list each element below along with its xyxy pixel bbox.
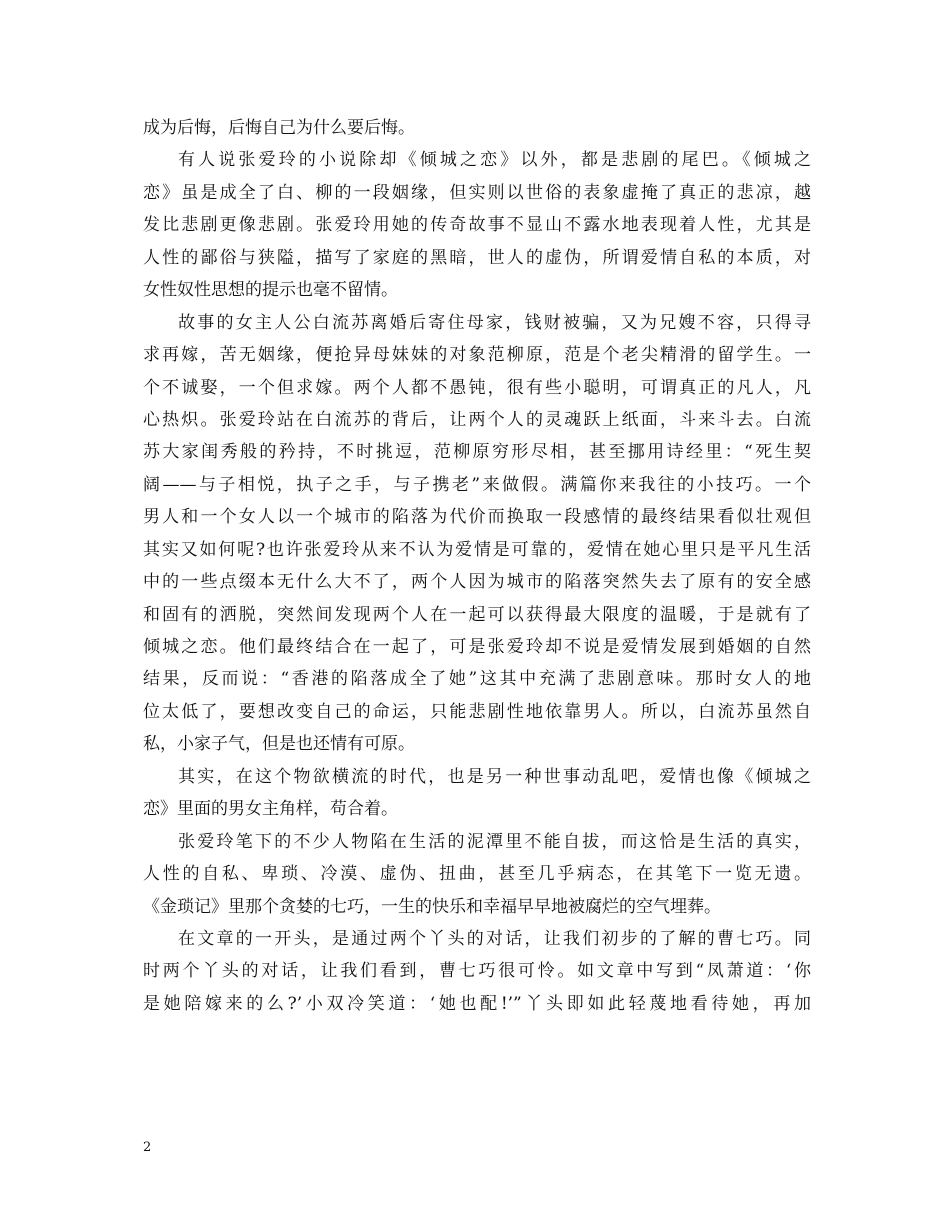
text-line: 其实，在这个物欲横流的时代，也是另一种世事动乱吧，爱情也像《倾城之 xyxy=(178,766,811,787)
text-line: 女性奴性思想的提示也毫不留情。 xyxy=(143,280,398,301)
text-line: 成为后悔，后悔自己为什么要后悔。 xyxy=(143,118,415,138)
text-line: 其实又如何呢?也许张爱玲从来不认为爱情是可靠的，爱情在她心里只是平凡生活 xyxy=(143,539,811,560)
text-line: 发比悲剧更像悲剧。张爱玲用她的传奇故事不显山不露水地表现着人性，尤其是 xyxy=(143,215,811,236)
text-line: 结果，反而说：“香港的陷落成全了她”这其中充满了悲剧意味。那时女人的地 xyxy=(143,669,811,690)
text-line: 苏大家闺秀般的矜持，不时挑逗，范柳原穷形尽相，甚至挪用诗经里：“死生契 xyxy=(143,442,811,463)
page-number: 2 xyxy=(143,1140,152,1155)
text-line: 心热炽。张爱玲站在白流苏的背后，让两个人的灵魂跃上纸面，斗来斗去。白流 xyxy=(143,409,811,430)
text-line: 求再嫁，苦无姻缘，便抢异母妹妹的对象范柳原，范是个老尖精滑的留学生。一 xyxy=(143,345,811,366)
text-line: 是她陪嫁来的么?’小双冷笑道：‘她也配!’”丫头即如此轻蔑地看待她，再加 xyxy=(143,993,811,1014)
text-line: 个不诚娶，一个但求嫁。两个人都不愚钝，很有些小聪明，可谓真正的凡人，凡 xyxy=(143,377,811,398)
text-line: 阔——与子相悦，执子之手，与子携老”来做假。满篇你来我往的小技巧。一个 xyxy=(143,474,811,495)
text-line: 私，小家子气，但是也还情有可原。 xyxy=(143,734,415,755)
text-line: 恋》里面的男女主角样，苟合着。 xyxy=(143,799,398,820)
text-line: 时两个丫头的对话，让我们看到，曹七巧很可怜。如文章中写到“凤萧道：‘你 xyxy=(143,961,811,982)
text-line: 倾城之恋。他们最终结合在一起了，可是张爱玲却不说是爱情发展到婚姻的自然 xyxy=(143,637,811,657)
text-line: 中的一些点缀本无什么大不了，两个人因为城市的陷落突然失去了原有的安全感 xyxy=(143,572,811,593)
text-line: 有人说张爱玲的小说除却《倾城之恋》以外，都是悲剧的尾巴。《倾城之 xyxy=(178,150,811,171)
text-line: 男人和一个女人以一个城市的陷落为代价而换取一段感情的最终结果看似壮观但 xyxy=(143,507,811,528)
text-line: 人性的鄙俗与狭隘，描写了家庭的黑暗，世人的虚伪，所谓爱情自私的本质，对 xyxy=(143,247,811,268)
text-line: 《金琐记》里那个贪婪的七巧，一生的快乐和幸福早早地被腐烂的空气埋葬。 xyxy=(143,896,721,917)
text-line: 和固有的洒脱，突然间发现两个人在一起可以获得最大限度的温暖，于是就有了 xyxy=(143,604,811,625)
text-line: 恋》虽是成全了白、柳的一段姻缘，但实则以世俗的表象虚掩了真正的悲凉，越 xyxy=(143,182,811,203)
text-line: 故事的女主人公白流苏离婚后寄住母家，钱财被骗，又为兄嫂不容，只得寻 xyxy=(178,312,811,333)
text-line: 位太低了，要想改变自己的命运，只能悲剧性地依靠男人。所以，白流苏虽然自 xyxy=(143,701,811,722)
text-line: 张爱玲笔下的不少人物陷在生活的泥潭里不能自拔，而这恰是生活的真实， xyxy=(178,831,811,852)
text-line: 人性的自私、卑琐、冷漠、虚伪、扭曲，甚至几乎病态，在其笔下一览无遗。 xyxy=(143,864,811,885)
body-text xyxy=(143,112,811,1020)
text-line: 在文章的一开头，是通过两个丫头的对话，让我们初步的了解的曹七巧。同 xyxy=(178,928,811,949)
